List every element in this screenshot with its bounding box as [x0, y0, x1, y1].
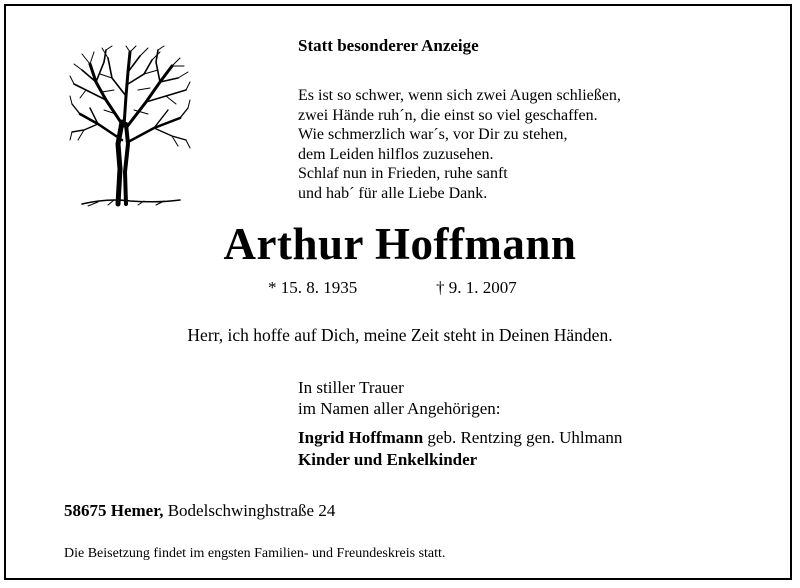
mourning-text [298, 378, 501, 419]
poem-line: zwei Hände ruh´n, die einst so viel geschaffen. [298, 106, 598, 124]
bible-verse: Herr, ich hoffe auf Dich, meine Zeit steht in Deinen Händen. [187, 325, 613, 345]
poem-line: Es ist so schwer, wenn sich zwei Augen schließen, [298, 87, 621, 104]
poem-line: und hab´ für alle Liebe Dank. [298, 184, 488, 202]
address-city: 58675 Hemer, [64, 501, 164, 520]
children-line [298, 449, 622, 471]
deceased-name: Arthur Hoffmann [223, 219, 577, 269]
notice-heading: Statt besonderer Anzeige [298, 36, 479, 55]
tree-icon [68, 44, 192, 210]
poem-line: Schlaf nun in Frieden, ruhe sanft [298, 165, 508, 182]
poem-line: Wie schmerzlich war´s, vor Dir zu stehen, [298, 126, 568, 143]
family-block [298, 427, 622, 471]
poem-line: dem Leiden hilflos zuzusehen. [298, 145, 494, 163]
obituary-notice [4, 4, 792, 580]
address [64, 501, 335, 521]
funeral-note: Die Beisetzung findet im engsten Familien- und Freundeskreis statt. [64, 546, 446, 561]
widow-maiden-name: geb. Rentzing gen. Uhlmann [427, 428, 623, 447]
address-street: Bodelschwinghstraße 24 [167, 501, 336, 520]
widow-name: Ingrid Hoffmann [298, 428, 424, 447]
mourning-line: In stiller Trauer [298, 378, 404, 397]
birth-date: * 15. 8. 1935 [268, 278, 358, 297]
poem [298, 86, 621, 203]
children: Kinder und Enkelkinder [298, 450, 478, 469]
widow-line [298, 427, 622, 449]
death-date: † 9. 1. 2007 [436, 278, 517, 297]
mourning-line: im Namen aller Angehörigen: [298, 398, 501, 418]
